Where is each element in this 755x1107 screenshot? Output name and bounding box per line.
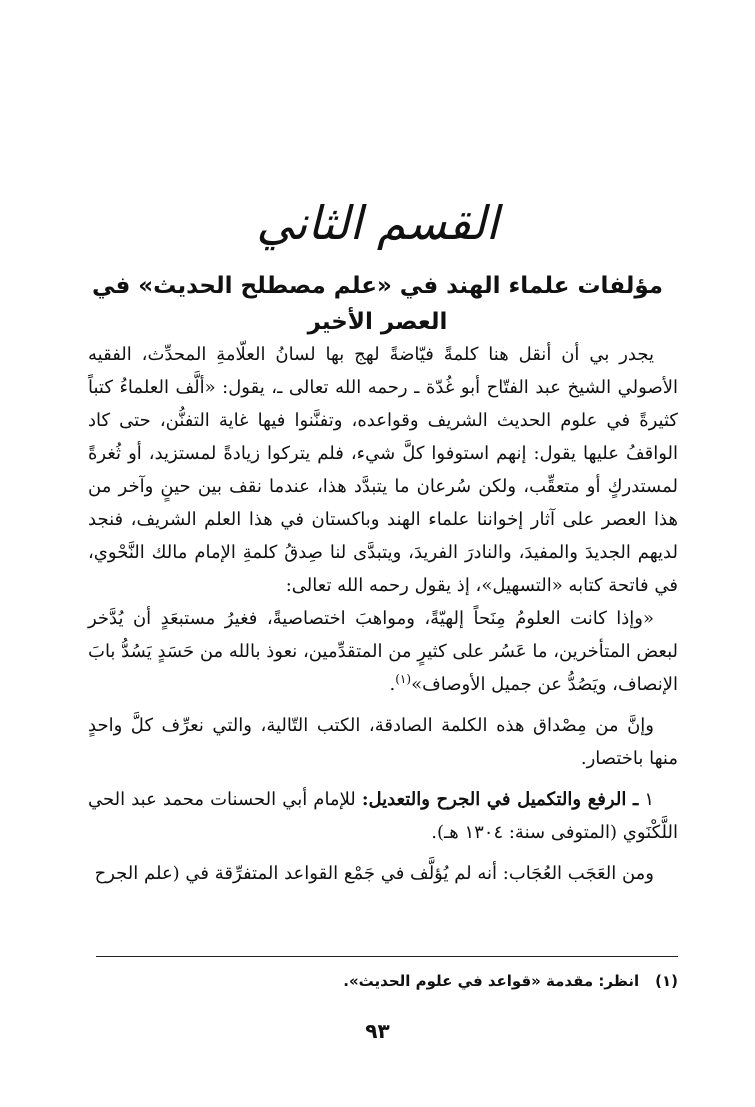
list-item-text: للإمام أبي الحسنات محمد عبد الحي اللَّكْنَوي (المتوفى سنة: ١٣٠٤ هـ). [88,789,678,843]
list-item [88,783,678,849]
chapter-subtitle: مؤلفات علماء الهند في «علم مصطلح الحديث» في العصر الأخير [91,273,664,335]
footnote-marker: (١) [395,672,412,686]
list-item-number: ١ [644,789,654,810]
list-item-title: ـ الرفع والتكميل في الجرح والتعديل: [361,789,639,810]
footnote-text: انظر: مقدمة «قواعد في علوم الحديث». [343,972,640,990]
footnote [88,966,678,996]
quote-text: «وإذا كانت العلومُ مِنَحاً إلهيّةً، ومواهبَ اختصاصيةً، فغيرُ مستبعَدٍ أن يُدَّخر لبعض المتأخرين، ما عَسُر على كثيرٍ من المتقدِّمين، نعوذ بالله من حَسَدٍ يَسُدُّ بابَ الإنصاف، ويَصُدُّ عن جميل الأوصاف» [88,608,678,695]
footnote-divider [96,956,678,957]
page-number: ٩٣ [365,1019,390,1043]
footnote-number: (١) [655,972,678,990]
transition-paragraph: وإنَّ من مِصْداق هذه الكلمة الصادقة، الكتب التّالية، والتي نعرِّف كلَّ واحدٍ منها باختصار. [88,715,678,769]
section-title: القسم الثاني [256,196,499,250]
closing-paragraph: ومن العَجَب العُجَاب: أنه لم يُؤلَّف في جَمْع القواعد المتفرِّقة في (علم الجرح [94,863,654,884]
intro-paragraph: يجدر بي أن أنقل هنا كلمةً فيّاضةً لهج بها لسانُ العلّامةِ المحدِّث، الفقيه الأصولي الشيخ عبد الفتّاح أبو غُدّة ـ رحمه الله تعالى ـ، يقول: «ألَّف العلماءُ كتباً كثيرةً في علوم الحديث الشريف وقواعده، وتفنَّنوا فيها غاية التفنُّن، حتى كاد الواقفُ عليها يقول: إنهم استوفوا كلَّ شيء، فلم يتركوا زيادةً لمستزيد، أو ثُغرةً لمستدركٍ أو متعقِّب، ولكن سُرعان ما يتبدَّد هذا، عندما نقف بين حينٍ وآخر من هذا العصر على آثار إخواننا علماء الهند وباكستان في هذا العلم الشريف، فنجد لديهم الجديدَ والمفيدَ، والنادرَ الفريدَ، ويتبدَّى لنا صِدقُ كلمةِ الإمام مالك النَّحْوي، في فاتحة كتابه «التسهيل»، إذ يقول رحمه الله تعالى: [88,344,678,596]
body-text [88,338,678,890]
quote-paragraph: «وإذا كانت العلومُ مِنَحاً إلهيّةً، ومواهبَ اختصاصيةً، فغيرُ مستبعَدٍ أن يُدَّخر لبعض المتأخرين، ما عَسُر على كثيرٍ من المتقدِّمين، نعوذ بالله من حَسَدٍ يَسُدُّ بابَ الإنصاف، ويَصُدُّ عن جميل الأوصاف»$^{(١)}$. [88,608,678,695]
